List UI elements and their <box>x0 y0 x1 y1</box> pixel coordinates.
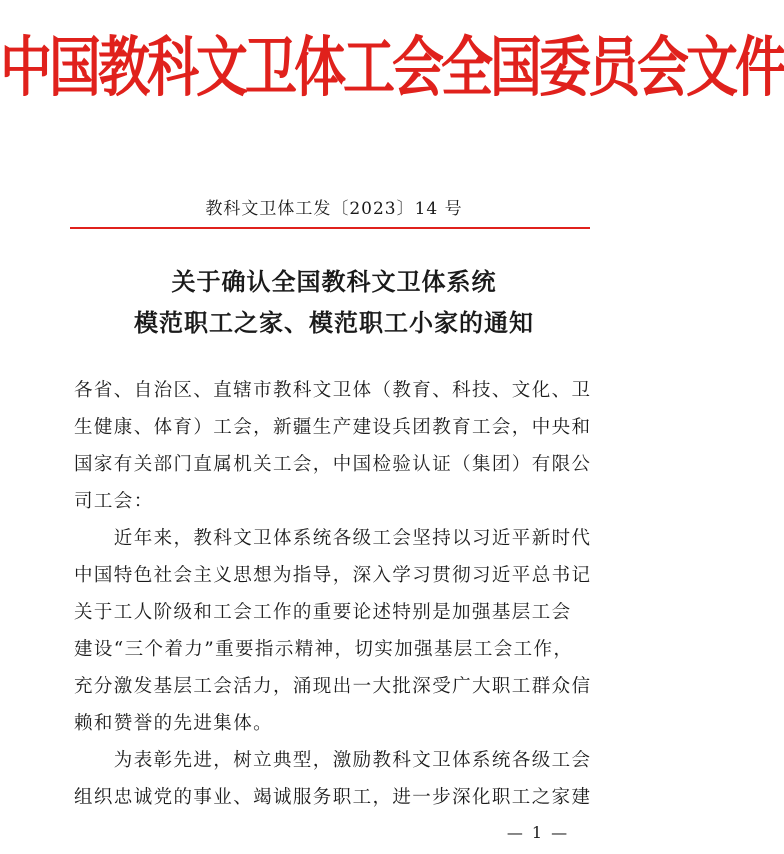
paragraph-line: 为表彰先进，树立典型，激励教科文卫体系统各级工会 <box>74 750 592 771</box>
addressee-line: 司工会： <box>74 491 154 512</box>
addressee-line: 生健康、体育）工会，新疆生产建设兵团教育工会，中央和 <box>74 417 592 438</box>
paragraph-line: 近年来，教科文卫体系统各级工会坚持以习近平新时代 <box>74 528 592 549</box>
addressee-line: 各省、自治区、直辖市教科文卫体（教育、科技、文化、卫 <box>74 380 592 401</box>
paragraph-2 <box>74 742 594 816</box>
paragraph-line: 建设“三个着力”重要指示精神，切实加强基层工会工作， <box>74 639 574 660</box>
paragraph-line: 关于工人阶级和工会工作的重要论述特别是加强基层工会 <box>74 602 572 623</box>
paragraph-line: 组织忠诚党的事业、竭诚服务职工，进一步深化职工之家建 <box>74 787 592 808</box>
paragraph-line: 中国特色社会主义思想为指导，深入学习贯彻习近平总书记 <box>74 565 592 586</box>
red-divider-line <box>70 227 590 229</box>
addressee-line: 国家有关部门直属机关工会，中国检验认证（集团）有限公 <box>74 454 592 475</box>
masthead-title: 中国教科文卫体工会全国委员会文件 <box>0 30 784 106</box>
notice-title-line-2: 模范职工之家、模范职工小家的通知 <box>134 308 534 337</box>
notice-title-line-1: 关于确认全国教科文卫体系统 <box>171 267 497 296</box>
paragraph-1 <box>74 520 594 742</box>
document-number: 教科文卫体工发〔2023〕14 号 <box>205 199 463 219</box>
page-number: — 1 — <box>506 823 570 842</box>
addressee-block <box>74 372 594 520</box>
paragraph-line: 充分激发基层工会活力，涌现出一大批深受广大职工群众信 <box>74 676 592 697</box>
paragraph-line: 赖和赞誉的先进集体。 <box>74 713 274 734</box>
